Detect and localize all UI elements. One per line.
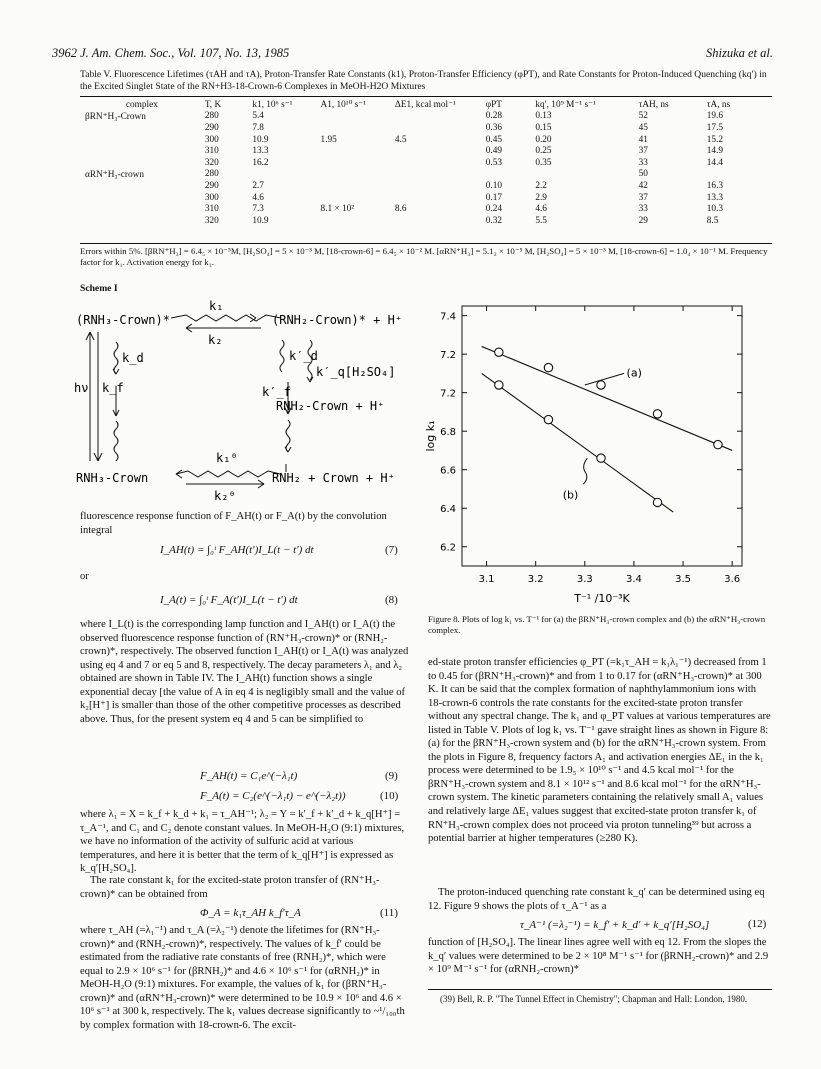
table-cell: 310	[204, 146, 219, 157]
series-label-b: (b)	[562, 488, 579, 502]
figure-8-caption: Figure 8. Plots of log k₁ vs. T⁻¹ for (a) the βRN⁺H₃-crown complex and (b) the αRN⁺H₃-crown complex.	[428, 614, 766, 635]
data-point-b	[653, 498, 661, 506]
data-point-a	[653, 410, 661, 418]
eq-10-number: (10)	[380, 790, 399, 802]
table-header-row	[82, 99, 772, 111]
table-cell	[483, 169, 533, 181]
table-body	[82, 111, 772, 227]
col-tauah: τAH, ns	[638, 99, 669, 110]
table-cell: 42	[638, 180, 648, 191]
table-cell: 52	[638, 111, 648, 122]
y-tick-label: 6.6	[440, 465, 456, 477]
table-cell: 0.15	[535, 122, 552, 133]
eq-9: F_AH(t) = C₁e^(−λ₁t)	[200, 770, 298, 782]
species-rnh2-crown-ground: RNH₂-Crown + H⁺	[276, 399, 385, 413]
left-para-4: The rate constant k₁ for the excited-state proton transfer of (RN⁺H₃-crown)* can be obtained from	[80, 875, 380, 900]
table-caption	[80, 69, 770, 92]
col-a1: A1, 10¹⁰ s⁻¹	[320, 100, 366, 111]
table-cell: 41	[638, 134, 648, 145]
table-cell: 0.13	[535, 111, 552, 122]
label-kd: k_d	[122, 351, 144, 365]
table-cell: 280	[204, 111, 219, 122]
right-para-2: The proton-induced quenching rate constant k_q′ can be determined using eq 12. Figure 9 shows the plots of τ_A⁻¹ as a	[428, 887, 765, 912]
table-cell	[392, 169, 483, 181]
data-point-b	[495, 381, 503, 389]
table-cell: 0.35	[535, 157, 552, 168]
label-k2-0: k₂⁰	[214, 489, 236, 503]
table-cell	[532, 169, 635, 181]
eq-12: τ_A⁻¹ (=λ₂⁻¹) = k_f′ + k_d′ + k_q′[H₂SO₄]	[520, 919, 710, 931]
y-axis-label: log k₁	[424, 420, 437, 452]
table-cell: 0.45	[485, 134, 503, 145]
table-cell: 5.5	[535, 215, 547, 226]
y-tick-label: 7.4	[440, 311, 456, 323]
eq-8: I_A(t) = ∫₀ᵗ F_A(t′)I_L(t − t′) dt	[160, 594, 298, 606]
table-cell	[317, 157, 391, 169]
species-rnh2-crown-excited: (RNH₂-Crown)* + H⁺	[272, 313, 403, 327]
eq-7-number: (7)	[385, 544, 398, 556]
table-cell	[317, 111, 391, 123]
table-cell: 0.25	[535, 146, 552, 157]
eq-9-number: (9)	[385, 770, 398, 782]
eq-7: I_AH(t) = ∫₀ᵗ F_AH(t′)I_L(t − t′) dt	[160, 544, 314, 556]
table-row	[82, 215, 772, 227]
table-row	[82, 122, 772, 134]
table-cell: 0.20	[535, 134, 552, 145]
table-cell: 300	[204, 192, 219, 203]
table-cell: 2.2	[535, 180, 547, 191]
table-cell: 8.1 × 10²	[320, 204, 355, 215]
table-cell	[392, 215, 483, 227]
table-cell: 10.9	[252, 215, 269, 226]
table-cell	[317, 145, 391, 157]
table-cell: 10.3	[706, 204, 724, 215]
scheme-title: Scheme I	[80, 283, 118, 294]
table-footnote: Errors within 5%. [βRN⁺H₃] = 6.4₅ × 10⁻⁵M, [H₂SO₄] = 5 × 10⁻³ M, [18-crown-6] = 6.4₅ × 10⁻² M. [αRN⁺H₃] = 5.1₂ × 10⁻⁵ M, [H₂SO₄] = 5 × 10⁻³ M, [18-crown-6] = 1.0₄ × 10⁻¹ M. Frequency factor for k₁. Activation energy for k₁.	[80, 246, 768, 267]
table-cell: 0.32	[485, 215, 503, 226]
table-cell: 14.9	[706, 146, 724, 157]
table-cell: 19.6	[706, 111, 724, 122]
label-kf: k_f	[102, 381, 124, 395]
table-cell	[317, 169, 391, 181]
x-tick-label: 3.2	[527, 574, 544, 585]
table-cell: 8.6	[394, 204, 407, 215]
table-cell: 13.3	[252, 146, 269, 157]
table-row	[82, 111, 772, 123]
table-cell: 8.5	[706, 215, 719, 226]
figure-8-chart	[420, 298, 770, 608]
label-kd-prime: k′_d	[289, 349, 318, 363]
table-cell: 280	[204, 169, 219, 180]
table-cell	[317, 215, 391, 227]
species-rnh2-free: RNH₂ + Crown + H⁺	[272, 471, 395, 485]
table-cell: 50	[638, 169, 648, 180]
table-cell: 4.6	[535, 204, 547, 215]
label-kf-prime: k′_f	[262, 385, 291, 399]
table-cell: 7.3	[252, 204, 264, 215]
table-cell	[82, 134, 202, 146]
or-word: or	[80, 571, 89, 582]
table-row	[82, 157, 772, 169]
table-cell	[82, 157, 202, 169]
data-point-a	[597, 381, 605, 389]
col-t: T, K	[204, 99, 222, 110]
table-cell: 2.9	[535, 192, 547, 203]
table-cell: 0.24	[485, 204, 503, 215]
y-tick-label: 6.2	[440, 542, 456, 554]
table-cell	[392, 111, 483, 123]
table-cell: 29	[638, 215, 648, 226]
label-k1-0: k₁⁰	[216, 451, 238, 465]
left-para-1: fluorescence response function of F_AH(t) or F_A(t) by the convolution integral	[80, 511, 387, 536]
data-point-b	[544, 415, 552, 423]
label-hv: hν	[74, 381, 89, 395]
x-tick-label: 3.5	[675, 574, 692, 585]
table-cell: 0.28	[485, 111, 503, 122]
reference-rule	[428, 989, 772, 990]
x-axis-label: T⁻¹ /10⁻³K	[574, 592, 630, 605]
series-label-a: (a)	[626, 366, 642, 380]
right-para-1: ed-state proton transfer efficiencies φ_PT (=k₁τ_AH = k₁λ₁⁻¹) decreased from 1 to 0.45 for (βRN⁺H₃-crown)* and from 1 to 0.17 for (αRN⁺H₃-crown)* at 300 K. It can be said that the complex formation of naphthylammonium ions with 18-crown-6 controls the rate constants for the excited-state proton transfer without any spectral change. The k₁ and φ_PT values at various temperatures are listed in Table V. Plots of log k₁ vs. T⁻¹ gave straight lines as shown in Figure 8: (a) for the βRN⁺H₃-crown system and (b) for the αRN⁺H₃-crown system. From the plots in Figure 8, frequency factors A₁ and activation energies ΔE₁ in the k₁ process were determined to be 1.9₅ × 10¹⁰ s⁻¹ and 4.5 kcal mol⁻¹ for the βRN⁺H₃-crown system and 8.1 × 10¹² s⁻¹ and 8.6 kcal mol⁻¹ for the αRN⁺H₃-crown system. The kinetic parameters containing the relatively small A₁ values and relatively large ΔE₁ values suggest that excited-state proton transfer k₁ of RN⁺H₃-crown complex does not proceed via proton tunneling³⁹ but across a potential barrier at higher temperatures (≥280 K).	[428, 657, 771, 845]
table-cell	[317, 180, 391, 192]
scheme-diagram	[76, 296, 436, 506]
right-para-3: function of [H₂SO₄]. The linear lines agree well with eq 12. From the slopes the k_q′ values were determined to be 2 × 10⁸ M⁻¹ s⁻¹ for (βRNH₂-crown)* and 2.9 × 10⁹ M⁻¹ s⁻¹ for (αRNH₂-crown)*	[428, 937, 769, 976]
x-tick-label: 3.4	[625, 574, 642, 585]
table-row	[82, 192, 772, 204]
left-para-5: where τ_AH (=λ₁⁻¹) and τ_A (=λ₂⁻¹) denote the lifetimes for (RN⁺H₃-crown)* and (RNH₂-crown)*, respectively. The values of k_f′ could be estimated from the radiative rate constants of free (RNH₂)*, which were equal to 2.9 × 10⁶ s⁻¹ for (βRNH₂)* and 4.6 × 10⁶ s⁻¹ for (αRNH₂)* in MeOH-H₂O (9:1) mixtures. For example, the values of k₁ for (βRN⁺H₃-crown)* and (αRN⁺H₃-crown)* were determined to be 10.9 × 10⁶ and 4.6 × 10⁶ s⁻¹ at 300 k, respectively. The k₁ values decrease significantly to ~¹/₁₀₀th by complex formation with 18-crown-6. The excit-	[80, 925, 405, 1031]
col-de1: ΔE1, kcal mol⁻¹	[394, 100, 456, 111]
table-cell	[82, 215, 202, 227]
data-point-a	[495, 348, 503, 356]
table-cell	[704, 169, 772, 181]
table-cell: 310	[204, 204, 219, 215]
table-row	[82, 169, 772, 181]
table-cell: 320	[204, 157, 219, 168]
y-tick-label: 6.4	[440, 504, 456, 516]
y-tick-label: 7.2	[440, 350, 456, 362]
table-bottom-rule	[80, 243, 772, 244]
col-complex: complex	[125, 99, 158, 110]
table-cell: βRN⁺H₃-Crown	[85, 111, 146, 122]
table-v	[82, 99, 772, 227]
table-cell: 4.6	[252, 192, 264, 203]
table-caption-text: Table V. Fluorescence Lifetimes (τAH and τA), Proton-Transfer Rate Constants (k1), Proton-Transfer Efficiency (φPT), and Rate Constants for Proton-Induced Quenching (kq′) in the Excited Singlet State of the RN+H3-18-Crown-6 Complexes in MeOH-H2O Mixtures	[80, 69, 767, 92]
table-cell: 290	[204, 122, 219, 133]
plot-frame	[462, 306, 742, 566]
left-para-2: where I_L(t) is the corresponding lamp function and I_AH(t) or I_A(t) the observed fluorescence response function of (RN⁺H₃-crown)* or (RNH₂-crown)*, respectively. The observed function I_AH(t) or I_A(t) was analyzed using eq 4 and 7 or eq 5 and 8, respectively. The decay parameters λ₁ and λ₂ obtained are shown in Table IV. The I_AH(t) function shows a single exponential decay [the value of A in eq 4 is negligibly small and the value of k₂[H⁺] is smaller than those of the other competitive processes as described above. Thus, for the present system eq 4 and 5 can be simplified to	[80, 619, 409, 725]
table-cell: 33	[638, 157, 648, 168]
col-phipt: φPT	[485, 99, 502, 110]
x-tick-label: 3.3	[576, 574, 593, 585]
table-cell: 0.49	[485, 146, 503, 157]
table-cell: 15.2	[706, 134, 724, 145]
table-row	[82, 134, 772, 146]
eq-10: F_A(t) = C₂(e^(−λ₁t) − e^(−λ₂t))	[200, 790, 346, 802]
table-cell: 16.2	[252, 157, 269, 168]
table-cell: 10.9	[252, 134, 269, 145]
leader-b	[583, 458, 587, 484]
table-cell	[392, 157, 483, 169]
eq-12-number: (12)	[748, 918, 767, 930]
table-cell	[82, 145, 202, 157]
table-cell: αRN⁺H₃-crown	[85, 169, 144, 180]
table-cell: 33	[638, 204, 648, 215]
label-kq: k′_q[H₂SO₄]	[316, 365, 396, 379]
table-row	[82, 180, 772, 192]
author-header: Shizuka et al.	[705, 46, 773, 60]
y-tick-label: 6.8	[440, 427, 456, 439]
table-row	[82, 145, 772, 157]
table-cell	[82, 192, 202, 204]
table-cell: 13.3	[706, 192, 724, 203]
running-header: 3962 J. Am. Chem. Soc., Vol. 107, No. 13, 1985	[52, 46, 290, 60]
x-tick-label: 3.6	[724, 574, 741, 585]
table-cell: 290	[204, 180, 219, 191]
data-point-a	[714, 440, 722, 448]
col-kq: kq′, 10⁹ M⁻¹ s⁻¹	[535, 100, 596, 111]
x-tick-label: 3.1	[478, 574, 495, 585]
table-cell	[392, 180, 483, 192]
table-cell	[317, 122, 391, 134]
reference-39: (39) Bell, R. P. "The Tunnel Effect in Chemistry"; Chapman and Hall: London, 1980.	[440, 994, 748, 1004]
table-cell	[392, 192, 483, 204]
species-rnh3-crown-ground: RNH₃-Crown	[76, 471, 149, 485]
table-cell: 7.8	[252, 122, 264, 133]
table-cell: 16.3	[706, 180, 724, 191]
table-cell: 5.4	[252, 111, 264, 122]
table-cell	[392, 145, 483, 157]
table-cell: 300	[204, 134, 219, 145]
table-cell	[82, 180, 202, 192]
left-para-3: where λ₁ = X = k_f + k_d + k₁ = τ_AH⁻¹; λ₂ = Y = k′_f + k′_d + k_q[H⁺] = τ_A⁻¹, and C₁ and C₂ denote constant values. In MeOH-H₂O (9:1) mixtures, we have no information of the activity of sulfuric acid at various temperatures, and here it is better that the term of k_q[H⁺] is expressed as k_q′[H₂SO₄].	[80, 809, 405, 875]
eq-11-number: (11)	[380, 907, 398, 919]
table-cell: 0.36	[485, 122, 503, 133]
table-cell: 37	[638, 146, 648, 157]
table-cell	[392, 122, 483, 134]
table-cell: 2.7	[252, 180, 264, 191]
table-cell: 1.95	[320, 134, 337, 145]
table-cell: 4.5	[394, 134, 407, 145]
data-point-b	[597, 454, 605, 462]
table-cell: 320	[204, 215, 219, 226]
fit-line-a	[482, 346, 733, 450]
table-cell: 45	[638, 122, 648, 133]
table-row	[82, 203, 772, 215]
table-cell	[249, 169, 317, 181]
table-cell	[82, 203, 202, 215]
table-top-rule	[80, 96, 772, 97]
col-k1: k1, 10⁶ s⁻¹	[252, 100, 293, 111]
table-cell: 0.10	[485, 180, 503, 191]
y-tick-label: 7.2	[440, 388, 456, 400]
eq-11: Φ_A = k₁τ_AH k_f′τ_A	[200, 907, 301, 919]
eq-8-number: (8)	[385, 594, 398, 606]
table-cell: 37	[638, 192, 648, 203]
table-cell	[82, 122, 202, 134]
species-rnh3-crown-excited: (RNH₃-Crown)*	[76, 313, 170, 327]
col-taua: τA, ns	[706, 99, 731, 110]
label-k1: k₁	[209, 299, 224, 313]
table-cell: 0.53	[485, 157, 503, 168]
table-cell: 17.5	[706, 122, 724, 133]
data-point-a	[544, 363, 552, 371]
table-cell: 14.4	[706, 157, 724, 168]
table-cell: 0.17	[485, 192, 503, 203]
label-k2: k₂	[208, 333, 223, 347]
table-cell	[317, 192, 391, 204]
